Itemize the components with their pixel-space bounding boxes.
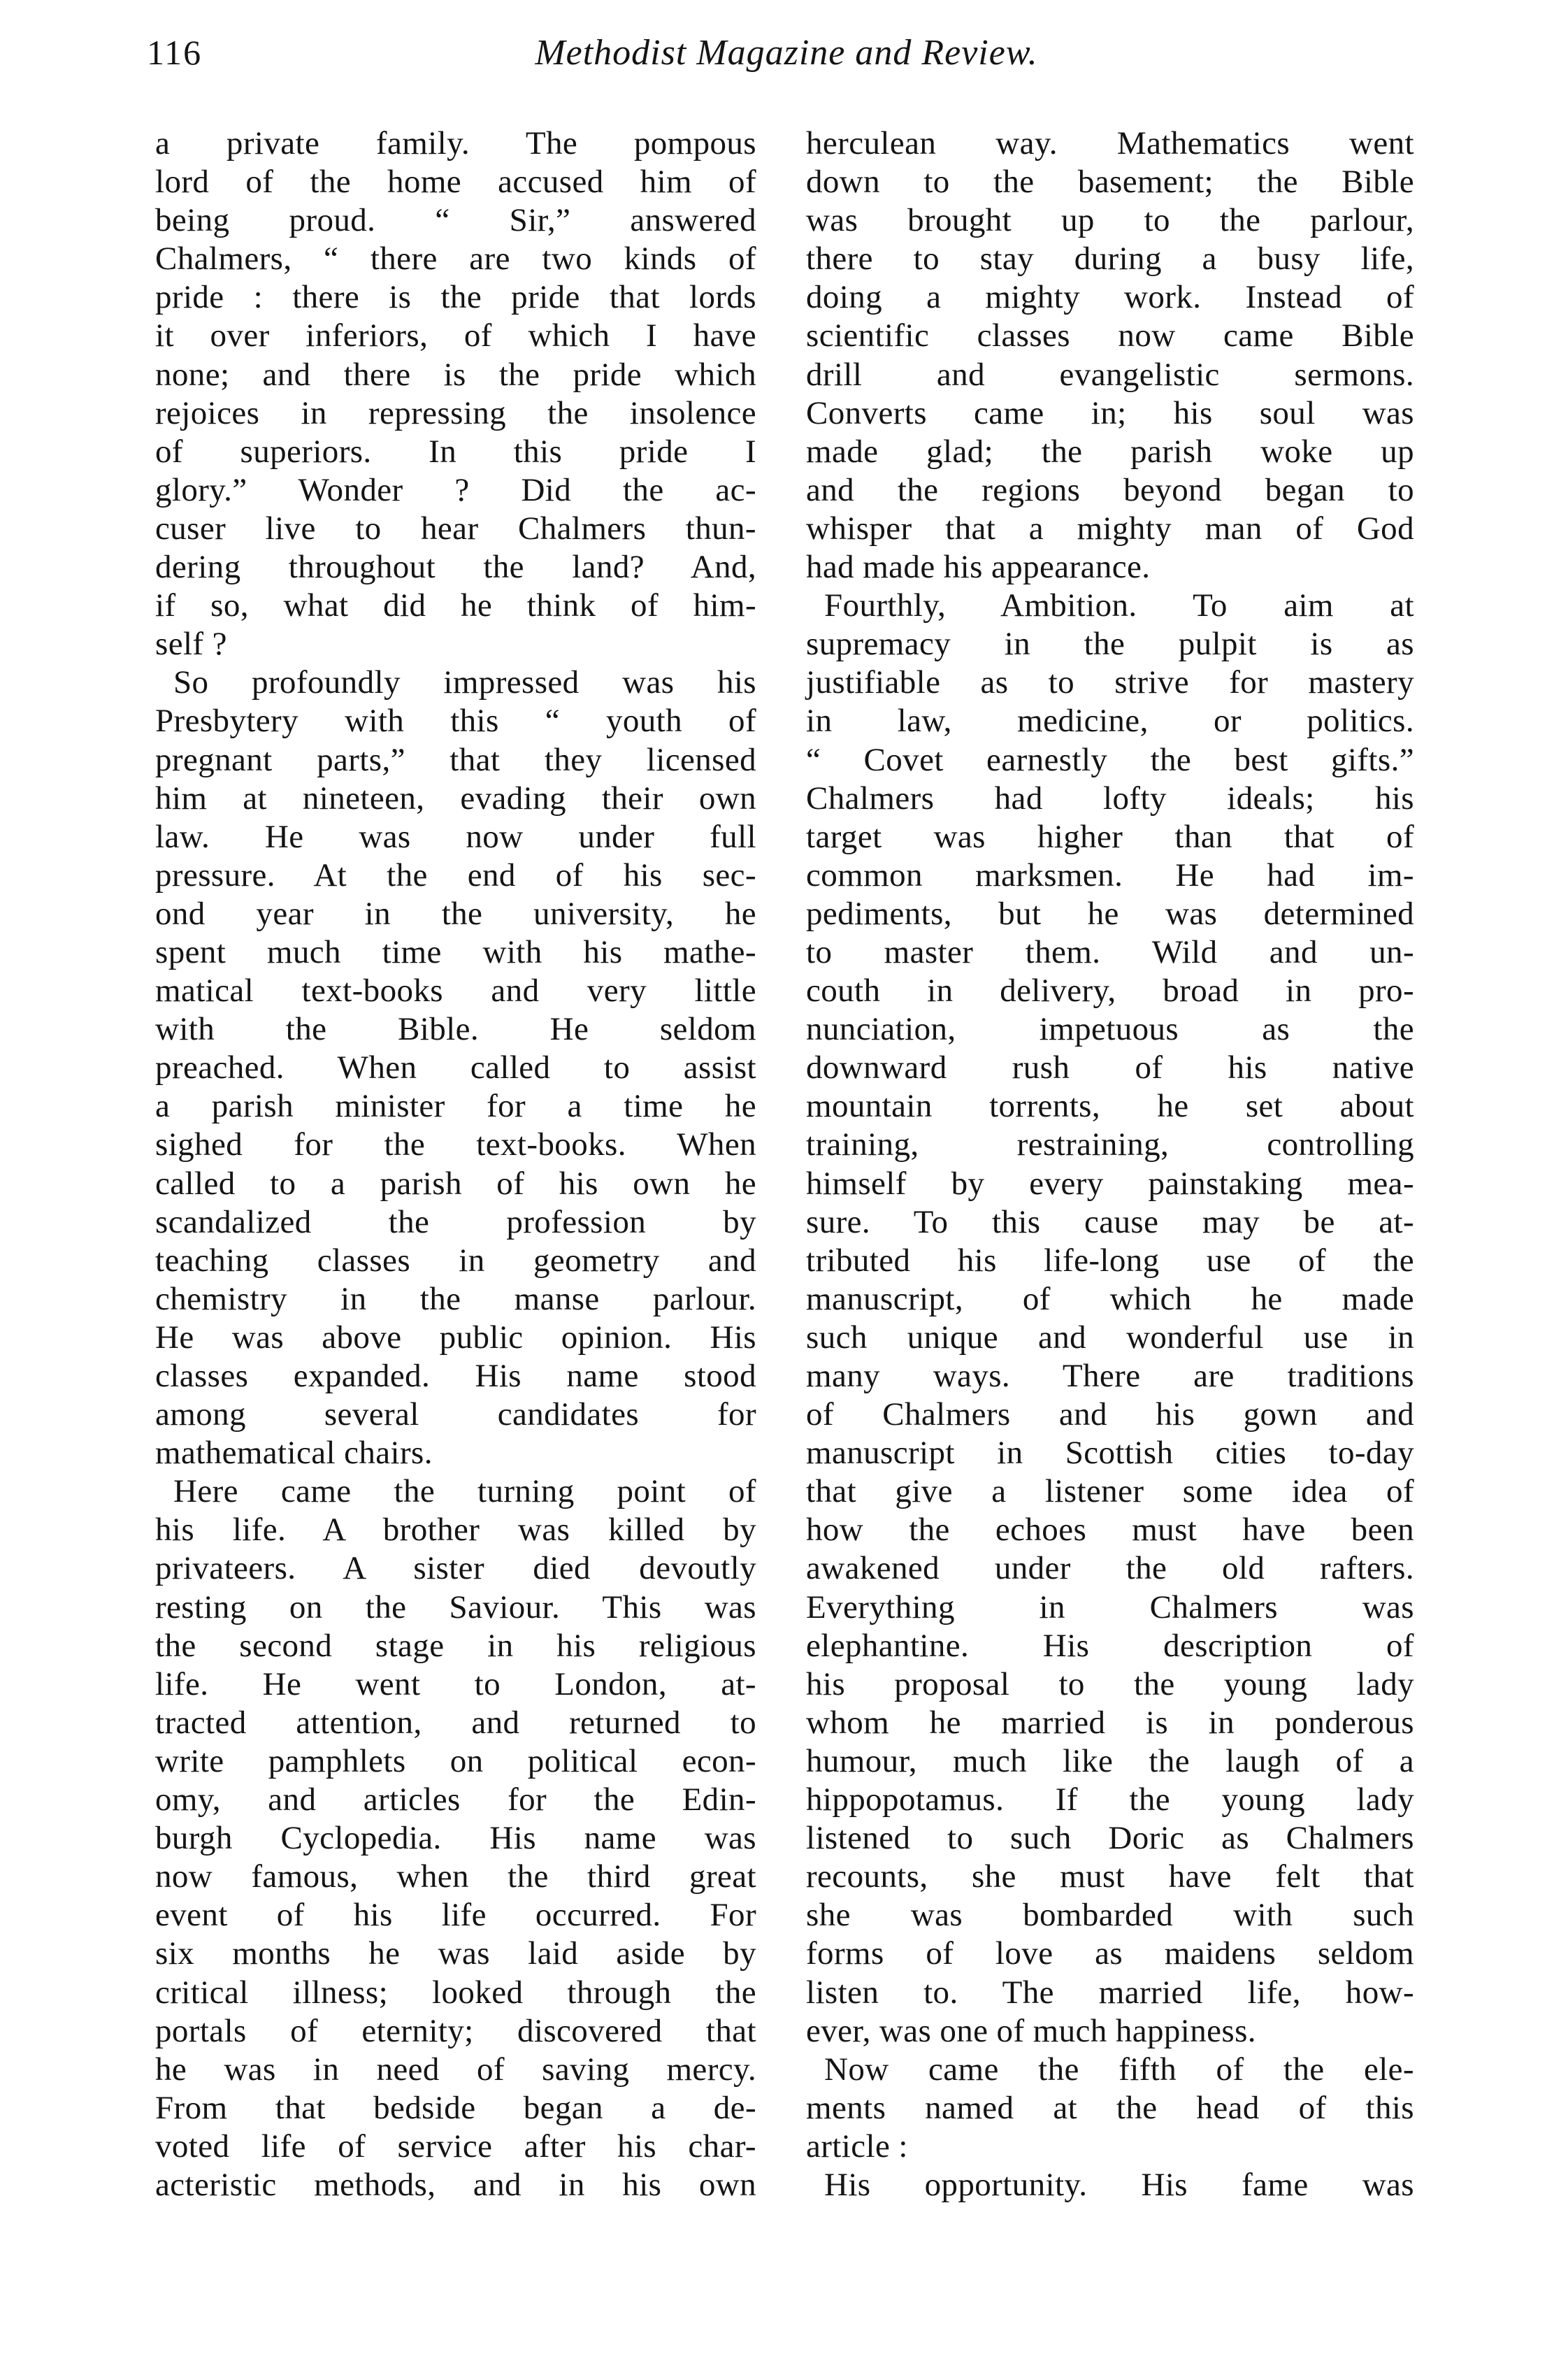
text-line: humour, much like the laugh of a <box>806 1742 1414 1779</box>
text-line: life. He went to London, at- <box>155 1665 756 1702</box>
text-line: elephantine. His description of <box>806 1627 1414 1664</box>
text-line: glory.” Wonder ? Did the ac- <box>155 471 756 508</box>
text-line: resting on the Saviour. This was <box>155 1588 756 1626</box>
text-line: drill and evangelistic sermons. <box>806 356 1414 393</box>
text-line: herculean way. Mathematics went <box>806 125 1414 162</box>
text-line: privateers. A sister died devoutly <box>155 1550 756 1587</box>
text-line: now famous, when the third great <box>155 1858 756 1895</box>
text-line: couth in delivery, broad in pro- <box>806 973 1414 1010</box>
text-line: the second stage in his religious <box>155 1627 756 1664</box>
text-line: His opportunity. His fame was <box>824 2166 1414 2203</box>
text-line: nunciation, impetuous as the <box>806 1011 1414 1048</box>
text-line: Fourthly, Ambition. To aim at <box>824 587 1414 624</box>
text-line: that give a listener some idea of <box>806 1473 1414 1510</box>
text-line: voted life of service after his char- <box>155 2128 756 2165</box>
text-line: many ways. There are traditions <box>806 1358 1414 1394</box>
text-line: pressure. At the end of his sec- <box>155 856 756 894</box>
running-head <box>147 32 1426 81</box>
text-line: rejoices in repressing the insolence <box>155 394 756 431</box>
left-text-column <box>155 124 756 2204</box>
text-line: down to the basement; the Bible <box>806 164 1414 201</box>
text-line: none; and there is the pride which <box>155 356 756 393</box>
text-line: ond year in the university, he <box>155 895 756 932</box>
text-line: law. He was now under full <box>155 818 756 855</box>
text-line: of superiors. In this pride I <box>155 433 756 470</box>
text-line: cuser live to hear Chalmers thun- <box>155 510 756 547</box>
text-line: recounts, she must have felt that <box>806 1858 1414 1895</box>
text-line: scandalized the profession by <box>155 1203 756 1240</box>
text-line: common marksmen. He had im- <box>806 856 1414 894</box>
text-line: lord of the home accused him of <box>155 164 756 201</box>
text-line: From that bedside began a de- <box>155 2089 756 2126</box>
text-line: mathematical chairs. <box>155 1435 433 1472</box>
text-line: being proud. “ Sir,” answered <box>155 202 756 239</box>
text-line: acteristic methods, and in his own <box>155 2166 756 2203</box>
text-line: sure. To this cause may be at- <box>806 1203 1414 1240</box>
text-line: manuscript in Scottish cities to-day <box>806 1435 1414 1472</box>
text-line: had made his appearance. <box>806 549 1151 586</box>
text-line: ments named at the head of this <box>806 2089 1414 2126</box>
text-line: omy, and articles for the Edin- <box>155 1781 756 1818</box>
text-line: a private family. The pompous <box>155 125 756 162</box>
text-line: pediments, but he was determined <box>806 895 1414 932</box>
text-line: Converts came in; his soul was <box>806 394 1414 431</box>
text-line: article : <box>806 2128 908 2165</box>
text-line: dering throughout the land? And, <box>155 549 756 586</box>
text-line: sighed for the text-books. When <box>155 1126 756 1163</box>
text-line: and the regions beyond began to <box>806 471 1414 508</box>
text-line: of Chalmers and his gown and <box>806 1396 1414 1433</box>
text-line: Now came the fifth of the ele- <box>824 2051 1414 2088</box>
text-line: made glad; the parish woke up <box>806 433 1414 470</box>
text-line: matical text-books and very little <box>155 973 756 1010</box>
text-line: there to stay during a busy life, <box>806 241 1414 278</box>
text-line: a parish minister for a time he <box>155 1088 756 1125</box>
text-line: preached. When called to assist <box>155 1049 756 1086</box>
text-line: tracted attention, and returned to <box>155 1704 756 1741</box>
text-line: chemistry in the manse parlour. <box>155 1280 756 1317</box>
text-line: forms of love as maidens seldom <box>806 1935 1414 1972</box>
text-line: pregnant parts,” that they licensed <box>155 741 756 778</box>
text-line: pride : there is the pride that lords <box>155 279 756 316</box>
text-line: doing a mighty work. Instead of <box>806 279 1414 316</box>
text-line: “ Covet earnestly the best gifts.” <box>806 741 1414 778</box>
text-line: self ? <box>155 626 227 663</box>
text-line: scientific classes now came Bible <box>806 317 1414 354</box>
text-line: critical illness; looked through the <box>155 1974 756 2011</box>
text-line: Here came the turning point of <box>173 1473 756 1510</box>
text-line: teaching classes in geometry and <box>155 1242 756 1279</box>
text-line: was brought up to the parlour, <box>806 202 1414 239</box>
text-line: such unique and wonderful use in <box>806 1319 1414 1356</box>
text-line: among several candidates for <box>155 1396 756 1433</box>
text-line: him at nineteen, evading their own <box>155 780 756 817</box>
text-line: training, restraining, controlling <box>806 1126 1414 1163</box>
text-line: it over inferiors, of which I have <box>155 317 756 354</box>
text-line: awakened under the old rafters. <box>806 1550 1414 1587</box>
page-number: 116 <box>147 33 203 72</box>
text-line: mountain torrents, he set about <box>806 1088 1414 1125</box>
text-line: with the Bible. He seldom <box>155 1011 756 1048</box>
text-line: listen to. The married life, how- <box>806 1974 1414 2011</box>
text-line: himself by every painstaking mea- <box>806 1165 1414 1202</box>
right-text-column <box>806 124 1414 2204</box>
text-line: supremacy in the pulpit is as <box>806 626 1414 663</box>
text-line: target was higher than that of <box>806 818 1414 855</box>
text-line: whisper that a mighty man of God <box>806 510 1414 547</box>
text-line: write pamphlets on political econ- <box>155 1742 756 1779</box>
text-line: in law, medicine, or politics. <box>806 703 1414 740</box>
text-line: Everything in Chalmers was <box>806 1588 1414 1626</box>
text-line: event of his life occurred. For <box>155 1897 756 1934</box>
text-line: to master them. Wild and un- <box>806 933 1414 970</box>
text-line: hippopotamus. If the young lady <box>806 1781 1414 1818</box>
text-line: Chalmers, “ there are two kinds of <box>155 241 756 278</box>
text-line: listened to such Doric as Chalmers <box>806 1820 1414 1857</box>
text-line: He was above public opinion. His <box>155 1319 756 1356</box>
text-line: manuscript, of which he made <box>806 1280 1414 1317</box>
text-line: his life. A brother was killed by <box>155 1512 756 1549</box>
text-line: justifiable as to strive for mastery <box>806 664 1414 701</box>
text-line: how the echoes must have been <box>806 1512 1414 1549</box>
text-line: six months he was laid aside by <box>155 1935 756 1972</box>
text-line: whom he married is in ponderous <box>806 1704 1414 1741</box>
text-line: his proposal to the young lady <box>806 1665 1414 1702</box>
text-line: classes expanded. His name stood <box>155 1358 756 1394</box>
text-line: ever, was one of much happiness. <box>806 2012 1256 2049</box>
text-line: spent much time with his mathe- <box>155 933 756 970</box>
text-line: she was bombarded with such <box>806 1897 1414 1934</box>
text-line: called to a parish of his own he <box>155 1165 756 1202</box>
text-line: he was in need of saving mercy. <box>155 2051 756 2088</box>
text-line: So profoundly impressed was his <box>173 664 756 701</box>
text-line: portals of eternity; discovered that <box>155 2012 756 2049</box>
text-line: Presbytery with this “ youth of <box>155 703 756 740</box>
text-line: downward rush of his native <box>806 1049 1414 1086</box>
text-line: Chalmers had lofty ideals; his <box>806 780 1414 817</box>
text-line: burgh Cyclopedia. His name was <box>155 1820 756 1857</box>
text-line: if so, what did he think of him- <box>155 587 756 624</box>
text-line: tributed his life-long use of the <box>806 1242 1414 1279</box>
running-title: Methodist Magazine and Review. <box>535 33 1038 73</box>
